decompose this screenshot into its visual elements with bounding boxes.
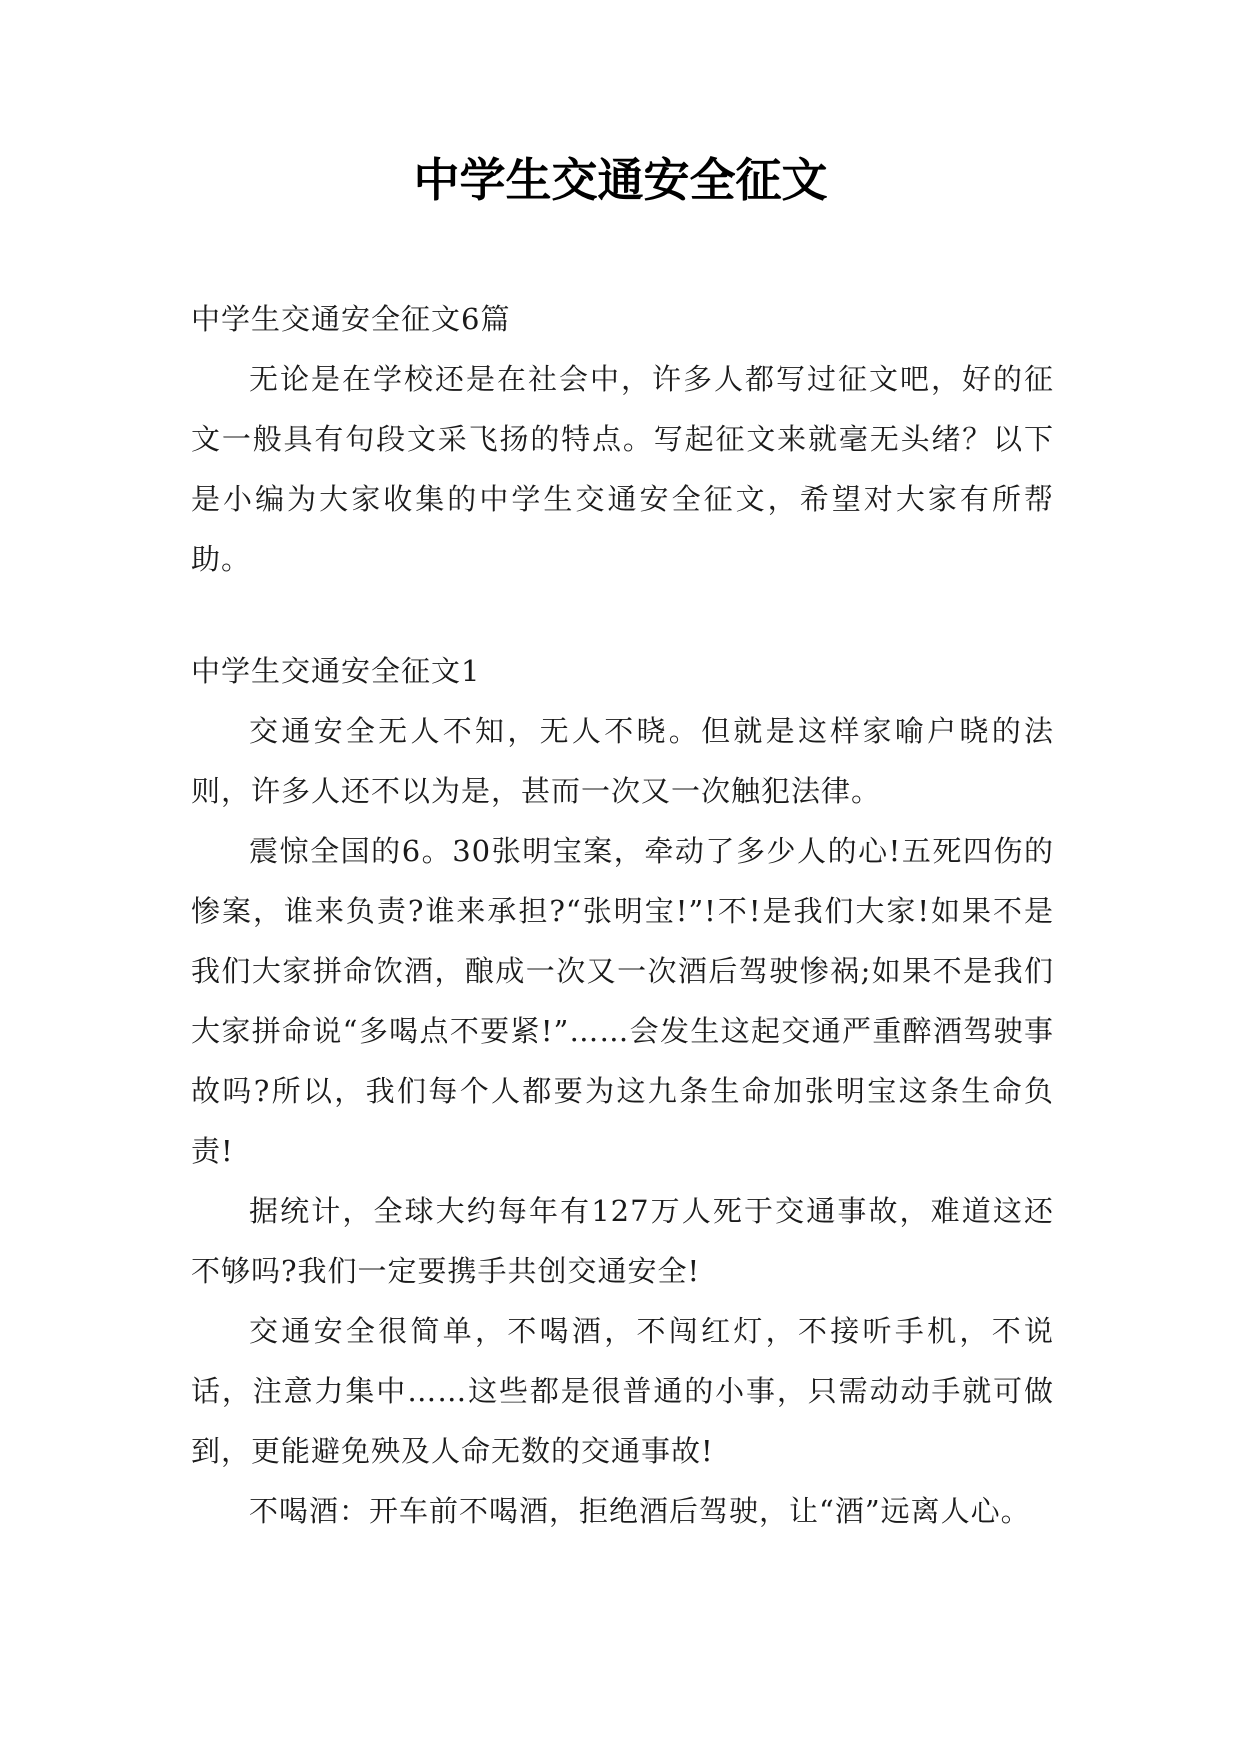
- document-body: [191, 289, 1054, 1541]
- body-paragraph: 交通安全很简单，不喝酒，不闯红灯，不接听手机，不说话，注意力集中……这些都是很普通的小事，只需动动手就可做到，更能避免殃及人命无数的交通事故!: [191, 1314, 1054, 1468]
- intro-paragraph: 无论是在学校还是在社会中，许多人都写过征文吧，好的征文一般具有句段文采飞扬的特点。写起征文来就毫无头绪？以下是小编为大家收集的中学生交通安全征文，希望对大家有所帮助。: [191, 362, 1054, 576]
- section-spacer: [191, 589, 1054, 641]
- intro-heading: 中学生交通安全征文6篇: [191, 302, 511, 336]
- body-paragraph: 据统计，全球大约每年有127万人死于交通事故，难道这还不够吗?我们一定要携手共创交通安全!: [191, 1194, 1054, 1288]
- section1-heading: 中学生交通安全征文1: [191, 654, 481, 688]
- body-paragraph: 震惊全国的6。30张明宝案，牵动了多少人的心!五死四伤的惨案，谁来负责?谁来承担?“张明宝!”!不!是我们大家!如果不是我们大家拼命饮酒，酿成一次又一次酒后驾驶惨祸;如果不是我们大家拼命说“多喝点不要紧!”……会发生这起交通严重醉酒驾驶事故吗?所以，我们每个人都要为这九条生命加张明宝这条生命负责!: [191, 834, 1054, 1168]
- document-title: 中学生交通安全征文: [413, 153, 828, 207]
- body-paragraph: 不喝酒：开车前不喝酒，拒绝酒后驾驶，让“酒”远离人心。: [249, 1494, 1031, 1528]
- body-paragraph: 交通安全无人不知，无人不晓。但就是这样家喻户晓的法则，许多人还不以为是，甚而一次又一次触犯法律。: [191, 714, 1054, 808]
